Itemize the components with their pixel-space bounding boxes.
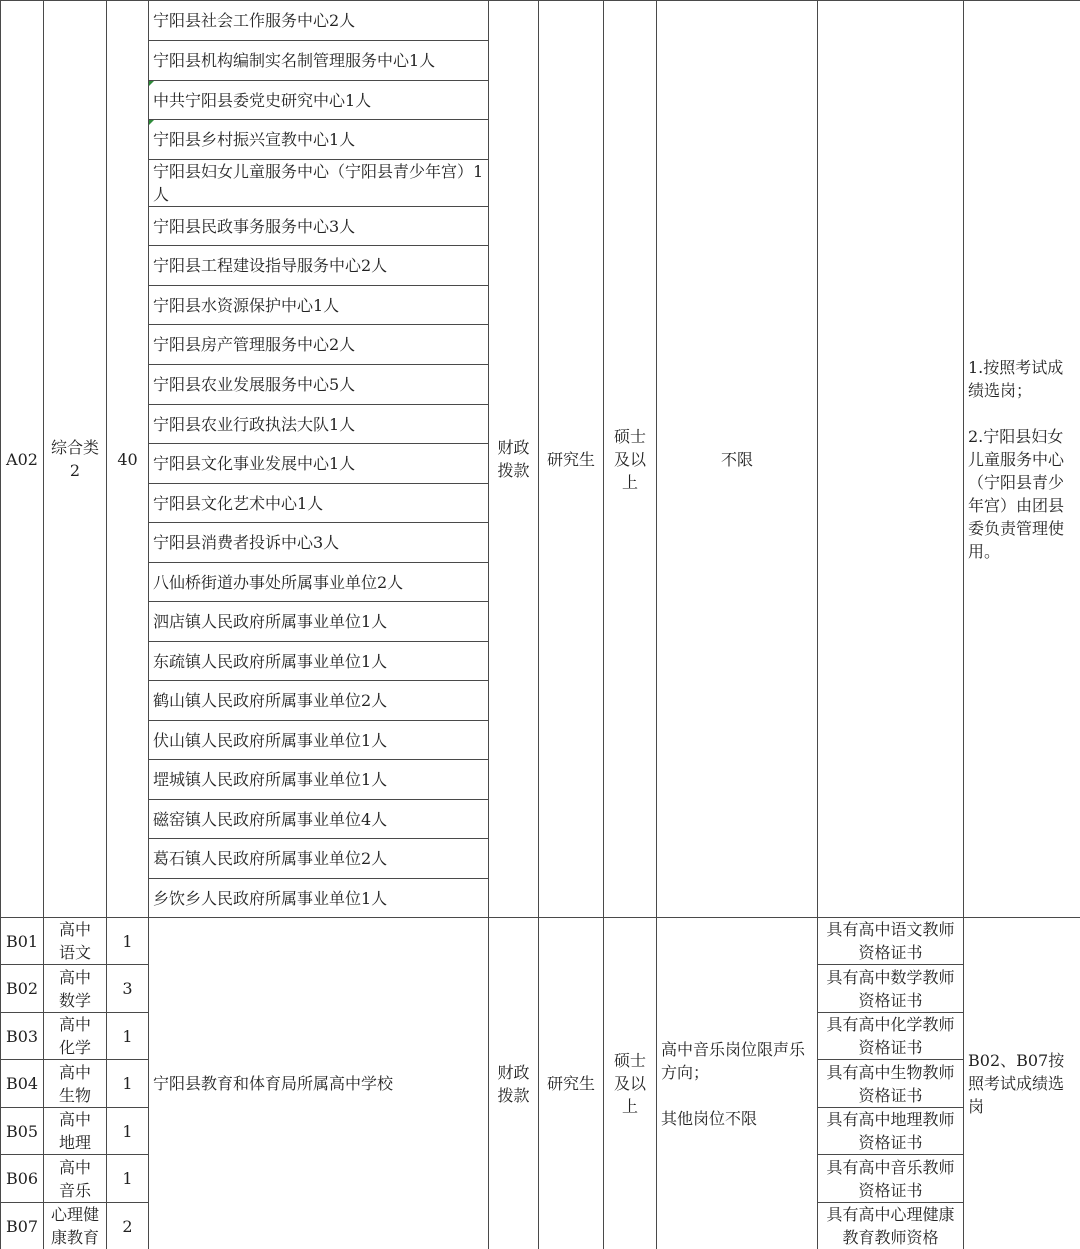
post-count: 2 [107,1203,149,1249]
post-subject: 高中生物 [44,1060,107,1108]
post-subject: 高中化学 [44,1013,107,1060]
other-requirements-a02 [818,1,964,918]
unit-cell: 宁阳县民政事务服务中心3人 [149,207,489,246]
unit-cell: 宁阳县文化事业发展中心1人 [149,444,489,484]
unit-cell: 宁阳县农业发展服务中心5人 [149,365,489,405]
major-sectionb [657,918,818,1249]
education-sectionb: 研究生 [539,918,604,1249]
certificate-requirement: 具有高中数学教师资格证书 [818,965,964,1013]
unit-cell: 鹤山镇人民政府所属事业单位2人 [149,681,489,721]
post-count: 1 [107,1060,149,1108]
post-category-a02: 综合类2 [44,1,107,918]
unit-cell: 宁阳县农业行政执法大队1人 [149,405,489,444]
unit-cell: 中共宁阳县委党史研究中心1人 [149,81,489,120]
funding-sectionb: 财政拨款 [489,918,539,1249]
note-a02-2: 2.宁阳县妇女儿童服务中心（宁阳县青少年宫）由团县委负责管理使用。 [968,426,1065,561]
post-subject: 心理健康教育 [44,1203,107,1249]
education-a02: 研究生 [539,1,604,918]
unit-sectionb: 宁阳县教育和体育局所属高中学校 [149,918,489,1249]
certificate-requirement: 具有高中化学教师资格证书 [818,1013,964,1060]
post-code: B07 [1,1203,44,1249]
post-count-a02: 40 [107,1,149,918]
table-row [1,918,1080,965]
post-subject: 高中地理 [44,1108,107,1155]
major-note-2: 其他岗位不限 [661,1108,758,1128]
notes-sectionb: B02、B07按照考试成绩选岗 [964,918,1080,1249]
post-count: 1 [107,1108,149,1155]
post-code: B01 [1,918,44,965]
unit-cell: 宁阳县水资源保护中心1人 [149,286,489,325]
certificate-requirement: 具有高中语文教师资格证书 [818,918,964,965]
post-subject: 高中语文 [44,918,107,965]
post-count: 1 [107,1013,149,1060]
post-subject: 高中数学 [44,965,107,1013]
unit-cell: 乡饮乡人民政府所属事业单位1人 [149,879,489,918]
unit-cell: 宁阳县社会工作服务中心2人 [149,1,489,41]
unit-cell: 泗店镇人民政府所属事业单位1人 [149,602,489,642]
table-row [1,1,1080,41]
post-subject: 高中音乐 [44,1155,107,1203]
unit-cell: 宁阳县妇女儿童服务中心（宁阳县青少年宫）1人 [149,160,489,207]
unit-cell: 葛石镇人民政府所属事业单位2人 [149,839,489,879]
unit-cell: 八仙桥街道办事处所属事业单位2人 [149,563,489,602]
post-code: B05 [1,1108,44,1155]
unit-cell: 伏山镇人民政府所属事业单位1人 [149,721,489,760]
post-code: B02 [1,965,44,1013]
degree-a02: 硕士及以上 [604,1,657,918]
unit-cell: 东疏镇人民政府所属事业单位1人 [149,642,489,681]
post-code-a02: A02 [1,1,44,918]
note-a02-1: 1.按照考试成绩选岗； [968,357,1064,400]
unit-cell: 宁阳县房产管理服务中心2人 [149,325,489,365]
certificate-requirement: 具有高中心理健康教育教师资格 [818,1203,964,1249]
post-count: 1 [107,918,149,965]
unit-cell: 宁阳县文化艺术中心1人 [149,484,489,523]
unit-cell: 宁阳县乡村振兴宣教中心1人 [149,120,489,160]
certificate-requirement: 具有高中生物教师资格证书 [818,1060,964,1108]
certificate-requirement: 具有高中音乐教师资格证书 [818,1155,964,1203]
post-code: B04 [1,1060,44,1108]
unit-cell: 宁阳县消费者投诉中心3人 [149,523,489,563]
post-code: B06 [1,1155,44,1203]
major-a02: 不限 [657,1,818,918]
unit-cell: 堽城镇人民政府所属事业单位1人 [149,760,489,800]
post-count: 1 [107,1155,149,1203]
certificate-requirement: 具有高中地理教师资格证书 [818,1108,964,1155]
post-count: 3 [107,965,149,1013]
unit-cell: 磁窑镇人民政府所属事业单位4人 [149,800,489,839]
post-code: B03 [1,1013,44,1060]
degree-sectionb: 硕士及以上 [604,918,657,1249]
funding-a02: 财政拨款 [489,1,539,918]
notes-a02 [964,1,1080,918]
unit-cell: 宁阳县机构编制实名制管理服务中心1人 [149,41,489,81]
unit-cell: 宁阳县工程建设指导服务中心2人 [149,246,489,286]
major-note-1: 高中音乐岗位限声乐方向； [661,1039,806,1082]
